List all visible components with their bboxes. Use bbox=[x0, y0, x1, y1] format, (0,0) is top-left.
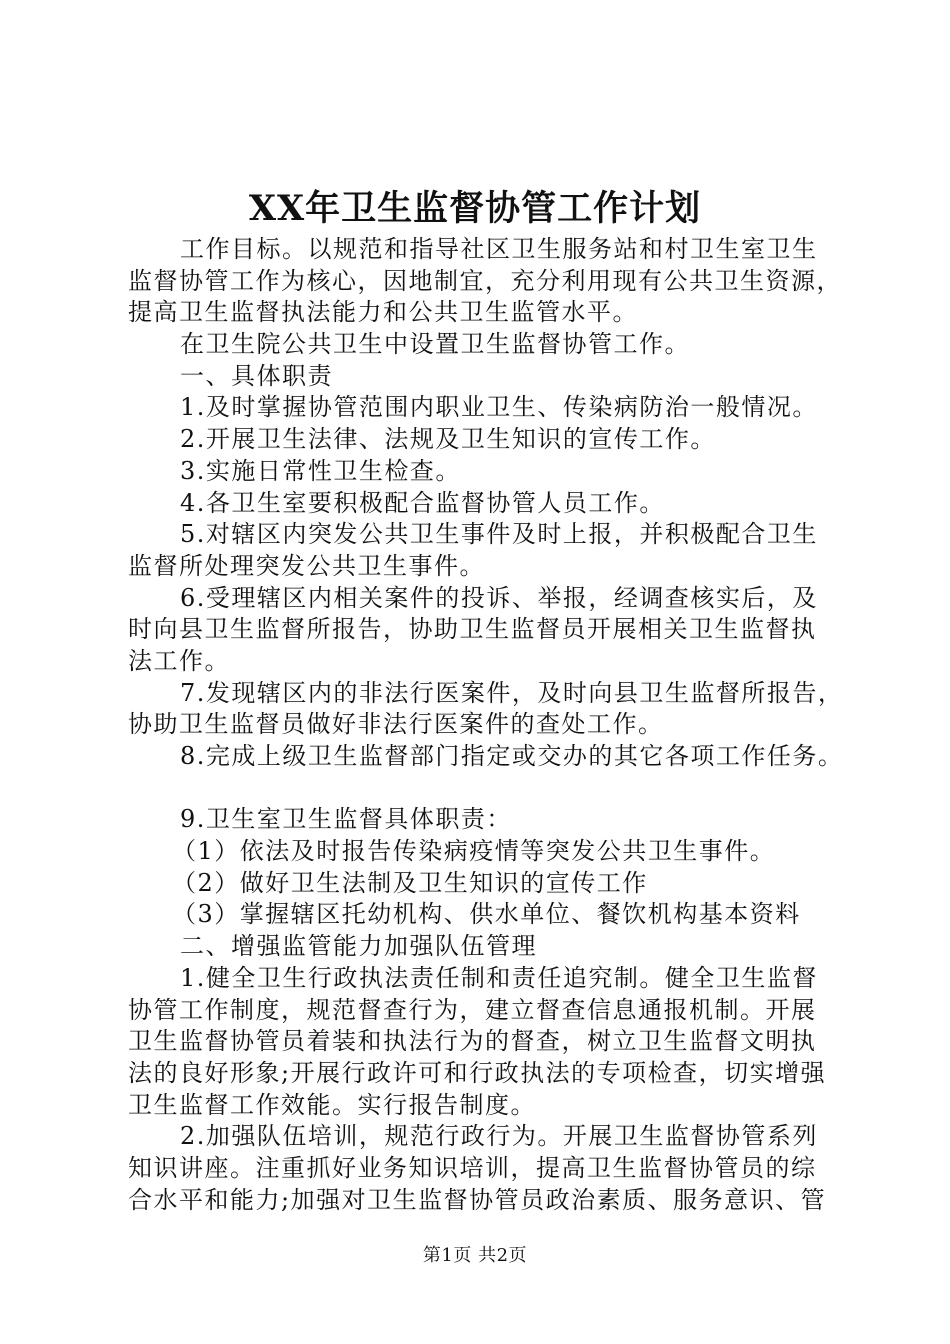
body-line: 监督协管工作为核心，因地制宜，充分利用现有公共卫生资源， bbox=[128, 266, 842, 295]
body-line: 8.完成上级卫生监督部门指定或交办的其它各项工作任务。 bbox=[180, 742, 844, 770]
body-line: 提高卫生监督执法能力和公共卫生监管水平。 bbox=[128, 298, 638, 327]
body-line: 9.卫生室卫生监督具体职责： bbox=[180, 805, 512, 834]
body-line: （1）依法及时报告传染病疫情等突发公共卫生事件。 bbox=[172, 837, 776, 866]
section-heading: 二、增强监管能力加强队伍管理 bbox=[180, 932, 537, 961]
body-line: 1.及时掌握协管范围内职业卫生、传染病防治一般情况。 bbox=[180, 393, 818, 422]
body-line: 工作目标。以规范和指导社区卫生服务站和村卫生室卫生 bbox=[180, 235, 818, 263]
body-line: 卫生监督协管员着装和执法行为的督查，树立卫生监督文明执 bbox=[128, 1027, 817, 1056]
blank-line bbox=[128, 773, 850, 805]
body-line: 在卫生院公共卫生中设置卫生监督协管工作。 bbox=[180, 330, 690, 359]
body-line: 卫生监督工作效能。实行报告制度。 bbox=[128, 1090, 536, 1119]
body-line: 4.各卫生室要积极配合监督协管人员工作。 bbox=[180, 488, 665, 517]
body-line: 2.加强队伍培训，规范行政行为。开展卫生监督协管系列 bbox=[180, 1122, 818, 1151]
body-line: 2.开展卫生法律、法规及卫生知识的宣传工作。 bbox=[180, 425, 716, 454]
body-line: 5.对辖区内突发公共卫生事件及时上报，并积极配合卫生 bbox=[180, 520, 818, 549]
body-line: 时向县卫生监督所报告，协助卫生监督员开展相关卫生监督执 bbox=[128, 615, 817, 644]
section-heading: 一、具体职责 bbox=[180, 361, 333, 390]
page-footer: 第1页 共2页 bbox=[422, 1245, 528, 1266]
body-line: 知识讲座。注重抓好业务知识培训，提高卫生监督协管员的综 bbox=[128, 1153, 817, 1182]
body-line: （3）掌握辖区托幼机构、供水单位、餐饮机构基本资料 bbox=[172, 900, 801, 929]
body-line: 3.实施日常性卫生检查。 bbox=[180, 456, 461, 485]
body-line: 监督所处理突发公共卫生事件。 bbox=[128, 551, 485, 580]
document-title: XX年卫生监督协管工作计划 bbox=[248, 188, 702, 229]
body-line: 合水平和能力;加强对卫生监督协管员政治素质、服务意识、管 bbox=[128, 1185, 827, 1214]
document-body bbox=[128, 234, 850, 1216]
body-line: 法的良好形象;开展行政许可和行政执法的专项检查，切实增强 bbox=[128, 1058, 827, 1087]
body-line: 协助卫生监督员做好非法行医案件的查处工作。 bbox=[128, 710, 664, 739]
body-line: （2）做好卫生法制及卫生知识的宣传工作 bbox=[172, 868, 648, 897]
body-line: 6.受理辖区内相关案件的投诉、举报，经调查核实后，及 bbox=[180, 583, 818, 612]
body-line: 协管工作制度，规范督查行为，建立督查信息通报机制。开展 bbox=[128, 995, 817, 1024]
body-line: 7.发现辖区内的非法行医案件，及时向县卫生监督所报告， bbox=[180, 678, 844, 707]
body-line: 法工作。 bbox=[128, 646, 230, 675]
body-line: 1.健全卫生行政执法责任制和责任追究制。健全卫生监督 bbox=[180, 963, 818, 992]
